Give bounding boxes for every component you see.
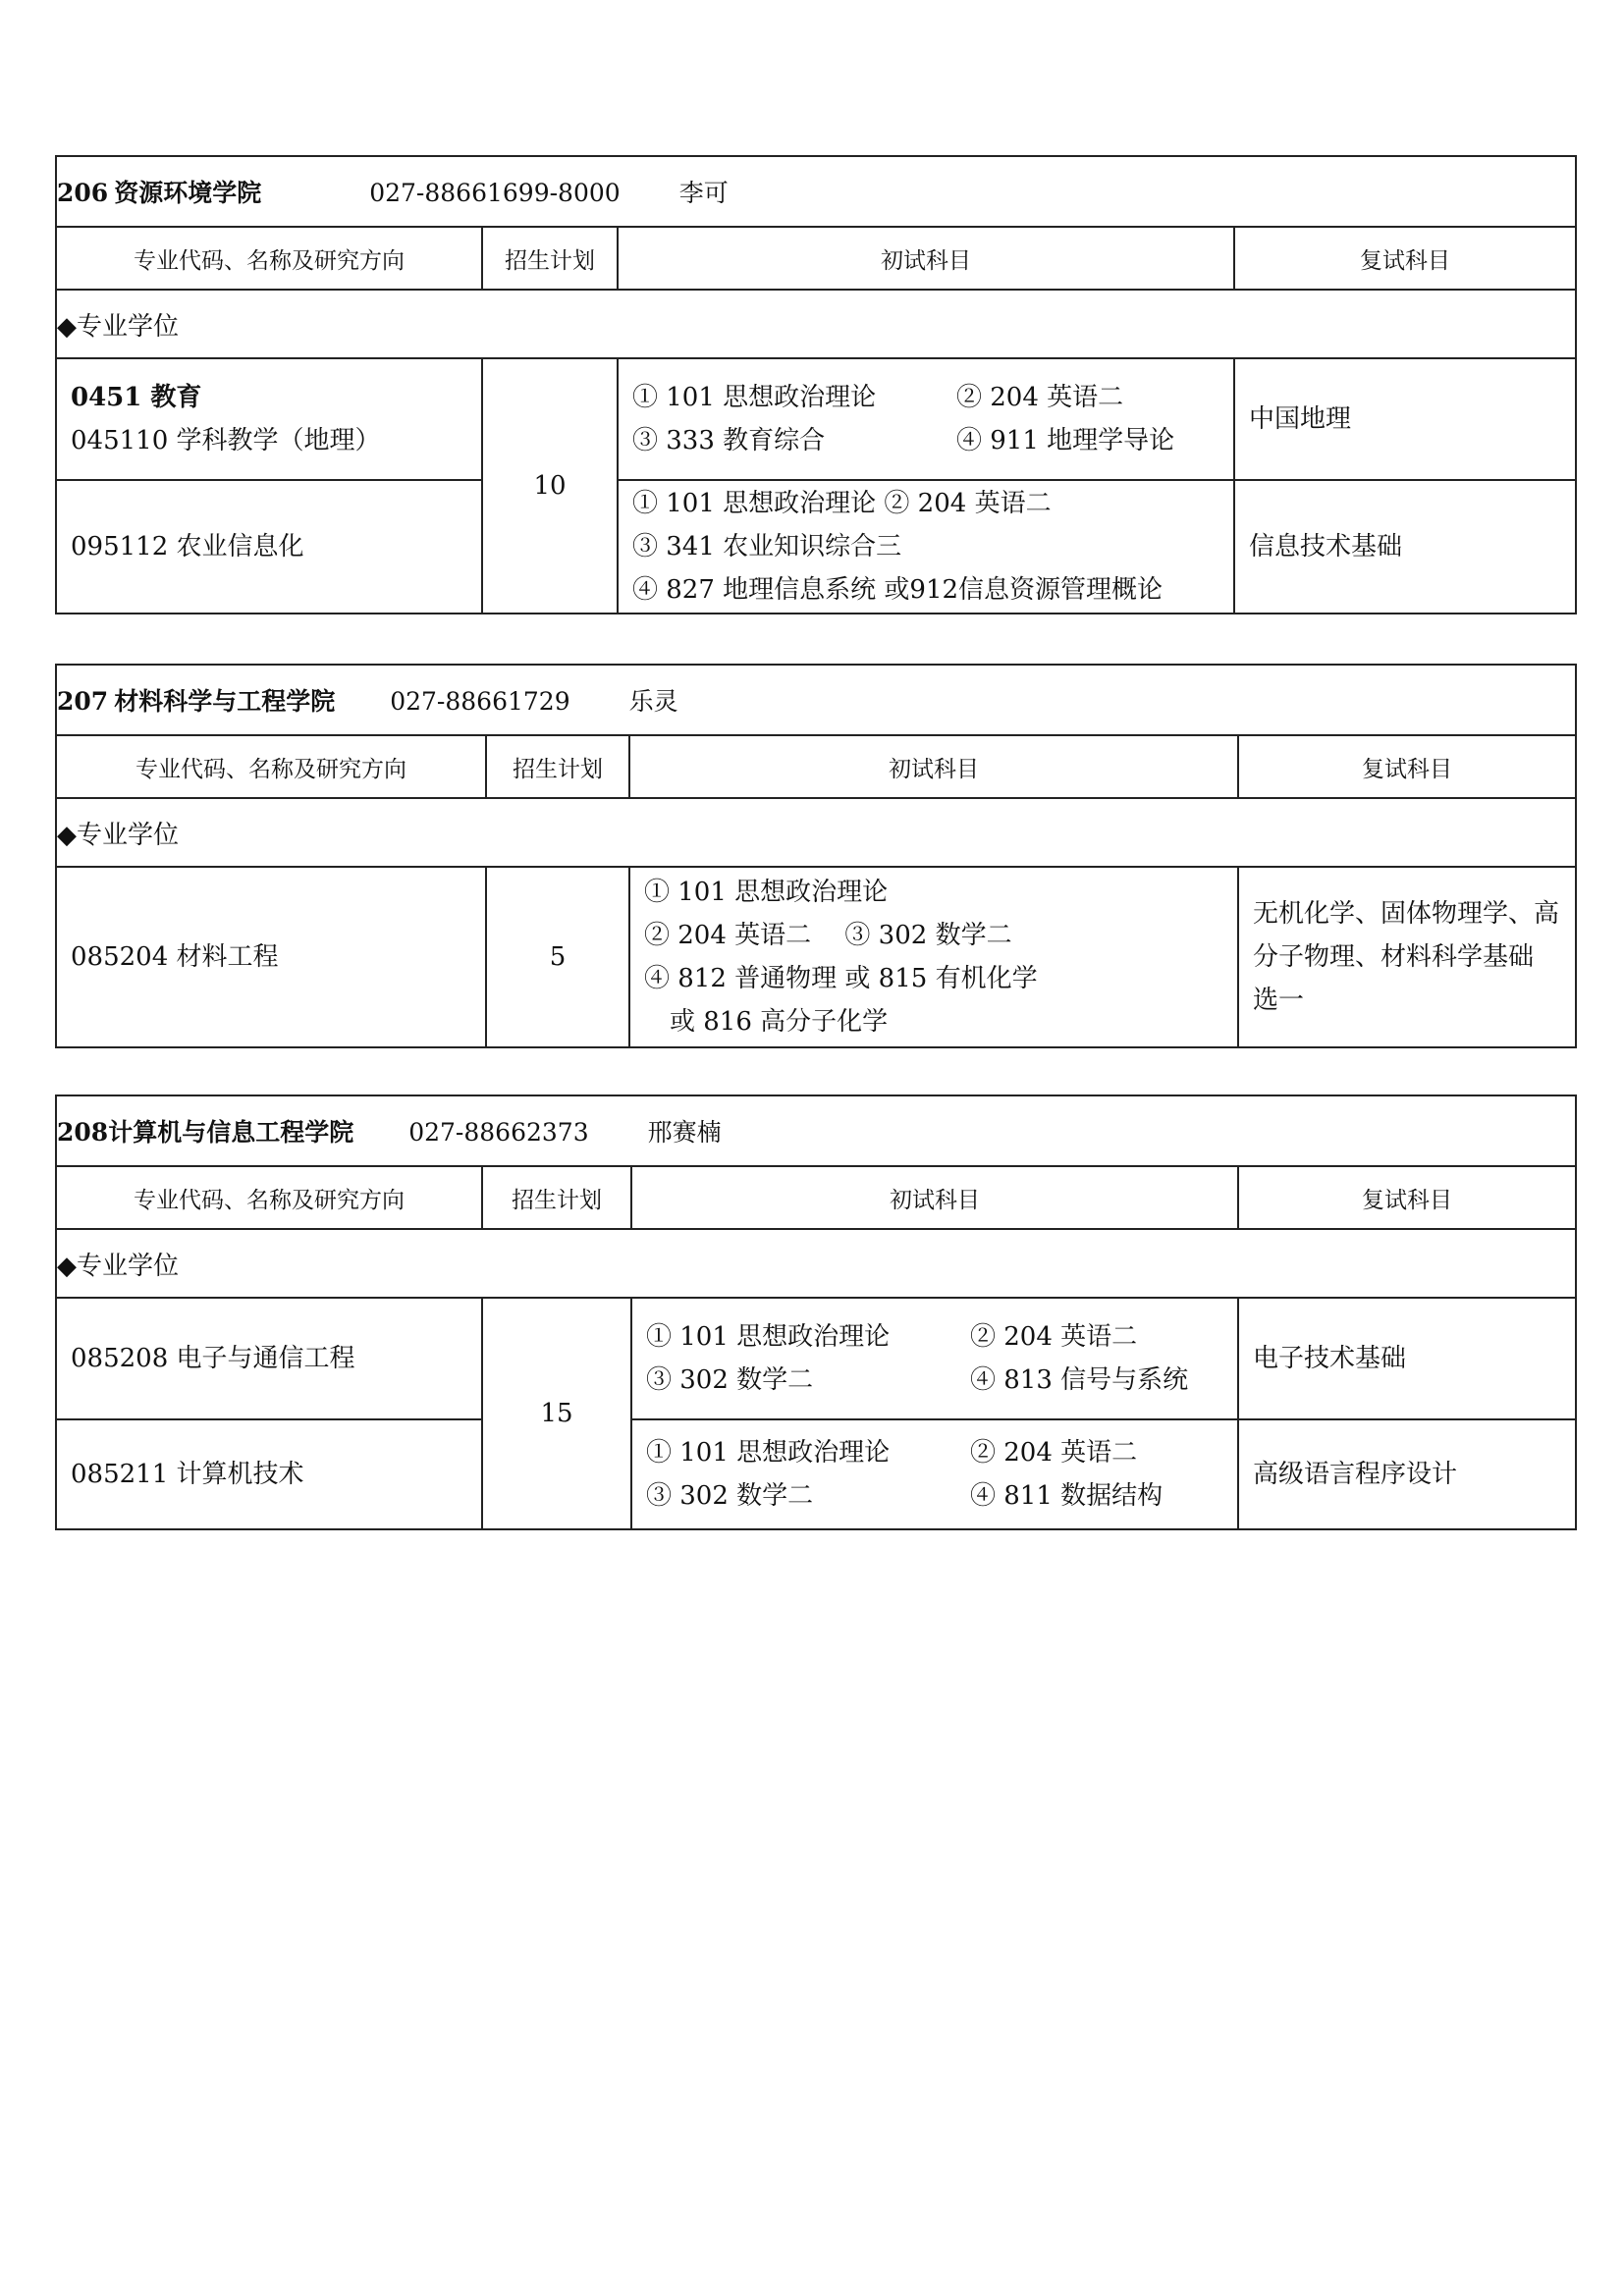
header-plan: 招生计划 [482,1166,631,1229]
major-name: 085211 计算机技术 [71,1460,304,1489]
category-label: ◆专业学位 [56,290,1576,358]
header-retest: 复试科目 [1234,227,1576,290]
retest-cell: 无机化学、固体物理学、高分子物理、材料科学基础 选一 [1238,867,1576,1047]
category-label: ◆专业学位 [56,798,1576,867]
plan-count: 10 [482,358,618,614]
subjects-cell [631,1298,1238,1419]
college-name: 资源环境学院 [114,179,262,207]
section-title [56,1095,1576,1166]
header-initial: 初试科目 [618,227,1234,290]
header-major: 专业代码、名称及研究方向 [56,1166,482,1229]
college-code: 208 [57,1118,109,1147]
retest-cell: 信息技术基础 [1234,480,1576,614]
subject-line: ④ 827 地理信息系统 或912信息资源管理概论 [632,575,1164,605]
major-name: 085204 材料工程 [71,942,279,972]
subject: ④ 811 数据结构 [970,1481,1164,1511]
subject: ③ 302 数学二 [646,1481,814,1511]
major-name: 085208 电子与通信工程 [71,1344,355,1373]
subject: ② 204 英语二 [956,383,1124,412]
header-plan: 招生计划 [482,227,618,290]
college-phone: 027-88662373 [408,1118,589,1147]
subjects-cell [629,867,1238,1047]
header-major: 专业代码、名称及研究方向 [56,227,482,290]
subject-line: ① 101 思想政治理论 ② 204 英语二 [632,489,1052,518]
major-cell [56,1419,482,1529]
retest-cell: 电子技术基础 [1238,1298,1576,1419]
retest-cell: 高级语言程序设计 [1238,1419,1576,1529]
college-name: 材料科学与工程学院 [114,687,336,716]
major-cell [56,1298,482,1419]
header-retest: 复试科目 [1238,1166,1576,1229]
subjects-cell [618,480,1234,614]
subject-line: ② 204 英语二 ③ 302 数学二 [644,921,1012,950]
header-initial: 初试科目 [631,1166,1238,1229]
header-initial: 初试科目 [629,735,1238,798]
major-cell [56,867,486,1047]
section-title [56,156,1576,227]
subject: ① 101 思想政治理论 [646,1438,891,1468]
section-206-table [55,155,1577,614]
major-cell [56,480,482,614]
major-name: 045110 学科教学（地理） [71,426,381,455]
college-contact: 李可 [678,179,729,207]
subjects-cell [631,1419,1238,1529]
subject: ② 204 英语二 [970,1322,1138,1352]
college-contact: 乐灵 [628,687,678,716]
subject: ③ 302 数学二 [646,1365,814,1395]
college-phone: 027-88661729 [390,687,570,716]
college-contact: 邢赛楠 [647,1118,722,1147]
category-label: ◆专业学位 [56,1229,1576,1298]
college-name: 计算机与信息工程学院 [108,1118,354,1147]
section-207-table [55,664,1577,1048]
major-cell [56,358,482,480]
plan-count: 5 [486,867,629,1047]
subject-line: 或 816 高分子化学 [644,1007,889,1037]
subject-line: ③ 341 农业知识综合三 [632,532,902,561]
plan-count: 15 [482,1298,631,1529]
major-group: 0451 教育 [71,383,202,412]
subject: ① 101 思想政治理论 [646,1322,891,1352]
college-phone: 027-88661699-8000 [369,179,621,207]
subject: ④ 813 信号与系统 [970,1365,1189,1395]
college-code: 206 [57,179,109,207]
subject: ③ 333 教育综合 [632,426,826,455]
subject-line: ① 101 思想政治理论 [644,878,889,907]
college-code: 207 [57,687,109,716]
header-retest: 复试科目 [1238,735,1576,798]
subject: ④ 911 地理学导论 [956,426,1175,455]
subject-line: ④ 812 普通物理 或 815 有机化学 [644,964,1038,993]
section-208-table [55,1095,1577,1530]
subjects-cell [618,358,1234,480]
section-title [56,665,1576,735]
subject: ② 204 英语二 [970,1438,1138,1468]
major-name: 095112 农业信息化 [71,532,304,561]
subject: ① 101 思想政治理论 [632,383,877,412]
header-plan: 招生计划 [486,735,629,798]
retest-cell: 中国地理 [1234,358,1576,480]
header-major: 专业代码、名称及研究方向 [56,735,486,798]
